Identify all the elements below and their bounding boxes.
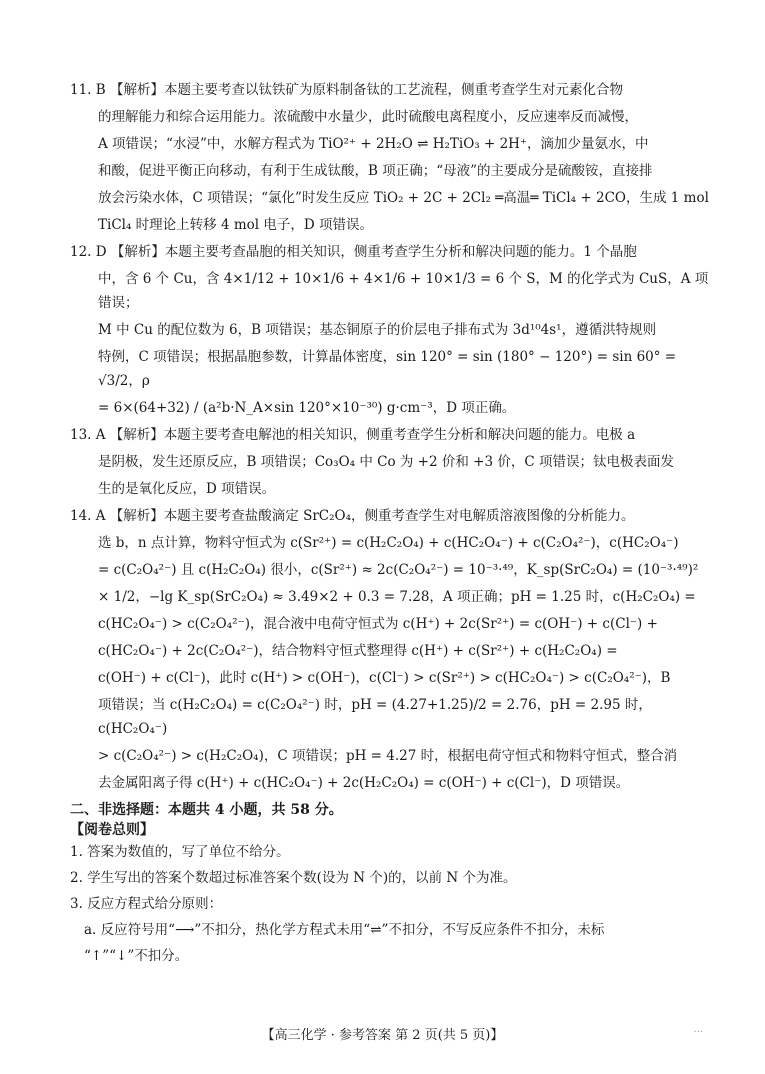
answer-line: c(OH⁻) + c(Cl⁻)，此时 c(H⁺) > c(OH⁻)，c(Cl⁻) > c(Sr²⁺) > c(HC₂O₄⁻) > c(C₂O₄²⁻)，B [98, 670, 671, 686]
answer-line: c(HC₂O₄⁻) > c(C₂O₄²⁻)，混合液中电荷守恒式为 c(H⁺) + 2c(Sr²⁺) = c(OH⁻) + c(Cl⁻) + [98, 616, 658, 632]
answer-line: 的理解能力和综合运用能力。浓硫酸中水量少，此时硫酸电离程度小，反应速率反而减慢， [98, 109, 638, 125]
answer-line: 放会污染水体，C 项错误；“氯化”时发生反应 TiO₂ + 2C + 2Cl₂ ═高温═ TiCl₄ + 2CO，生成 1 mol [98, 190, 709, 206]
answer-line: × 1/2，−lg K_sp(SrC₂O₄) ≈ 3.49×2 + 0.3 = 7.28，A 项正确；pH = 1.25 时，c(H₂C₂O₄) = [98, 589, 696, 605]
answer-q11 [70, 78, 710, 237]
grading-rule: 2. 学生写出的答案个数超过标准答案个数(设为 N 个)的，以前 N 个为准。 [70, 870, 517, 886]
grading-rule: 3. 反应方程式给分原则： [70, 896, 223, 912]
answer-q12 [70, 240, 710, 420]
section-two-title: 二、非选择题：本题共 4 小题，共 58 分。 [70, 802, 343, 818]
answer-line: M 中 Cu 的配位数为 6，B 项错误；基态铜原子的价层电子排布式为 3d¹⁰4s¹，遵循洪特规则 [98, 322, 657, 338]
answer-line: 去金属阳离子得 c(H⁺) + c(HC₂O₄⁻) + 2c(H₂C₂O₄) = c(OH⁻) + c(Cl⁻)，D 项错误。 [98, 775, 630, 791]
answer-line: 选 b，n 点计算，物料守恒式为 c(Sr²⁺) = c(H₂C₂O₄) + c(HC₂O₄⁻) + c(C₂O₄²⁻)，c(HC₂O₄⁻) [98, 535, 679, 551]
grading-rule: 1. 答案为数值的，写了单位不给分。 [70, 844, 290, 860]
grading-subrule: “↑”“↓”不扣分。 [84, 948, 189, 964]
answer-line: 中，含 6 个 Cu，含 4×1/12 + 10×1/6 + 4×1/6 + 10×1/3 = 6 个 S，M 的化学式为 CuS，A 项错误； [98, 271, 709, 311]
corner-mark: ... [693, 1024, 703, 1035]
answer-line: = c(C₂O₄²⁻) 且 c(H₂C₂O₄) 很小，c(Sr²⁺) ≈ 2c(C₂O₄²⁻) = 10⁻³·⁴⁹，K_sp(SrC₂O₄) = (10⁻³·⁴⁹)² [98, 562, 699, 578]
content-area [70, 78, 710, 969]
answer-line: 是阴极，发生还原反应，B 项错误；Co₃O₄ 中 Co 为 +2 价和 +3 价，C 项错误；钛电极表面发 [98, 454, 674, 470]
answer-line: 14. A 【解析】本题主要考查盐酸滴定 SrC₂O₄，侧重考查学生对电解质溶液图像的分析能力。 [70, 508, 635, 524]
answer-line: 12. D 【解析】本题主要考查晶胞的相关知识，侧重考查学生分析和解决问题的能力。1 个晶胞 [70, 244, 637, 260]
answer-line: = 6×(64+32) / (a²b·N_A×sin 120°×10⁻³⁰) g·cm⁻³，D 项正确。 [98, 400, 516, 416]
answer-line: TiCl₄ 时理论上转移 4 mol 电子，D 项错误。 [98, 217, 373, 233]
answer-line: 项错误；当 c(H₂C₂O₄) = c(C₂O₄²⁻) 时，pH = (4.27+1.25)/2 = 2.76，pH = 2.95 时，c(HC₂O₄⁻) [98, 697, 652, 737]
answer-q13 [70, 423, 710, 501]
answer-line: 生的是氧化反应，D 项错误。 [98, 481, 276, 497]
page-footer: 【高三化学 · 参考答案 第 2 页(共 5 页)】 [261, 1028, 504, 1043]
answer-line: 特例，C 项错误；根据晶胞参数，计算晶体密度，sin 120° = sin (180° − 120°) = sin 60° = √3/2，ρ [98, 349, 677, 389]
answer-q14 [70, 504, 710, 795]
answer-line: A 项错误；“水浸”中，水解方程式为 TiO²⁺ + 2H₂O ⇌ H₂TiO₃ + 2H⁺，滴加少量氨水，中 [98, 136, 649, 152]
answer-line: c(HC₂O₄⁻) + 2c(C₂O₄²⁻)，结合物料守恒式整理得 c(H⁺) + c(Sr²⁺) + c(H₂C₂O₄) = [98, 643, 618, 659]
answer-line: 11. B 【解析】本题主要考查以钛铁矿为原料制备钛的工艺流程，侧重考查学生对元素化合物 [70, 82, 623, 98]
grading-rules-title: 【阅卷总则】 [70, 822, 154, 838]
grading-subrule: a. 反应符号用“⟶”不扣分，热化学方程式未用“⇌”不扣分，不写反应条件不扣分，未标 [84, 922, 605, 938]
answer-line: 13. A 【解析】本题主要考查电解池的相关知识，侧重考查学生分析和解决问题的能力。电极 a [70, 427, 636, 443]
answer-line: > c(C₂O₄²⁻) > c(H₂C₂O₄)，C 项错误；pH = 4.27 时，根据电荷守恒式和物料守恒式，整合消 [98, 748, 678, 764]
answer-line: 和酸，促进平衡正向移动，有利于生成钛酸，B 项正确；“母液”的主要成分是硫酸铵，直接排 [98, 163, 653, 179]
